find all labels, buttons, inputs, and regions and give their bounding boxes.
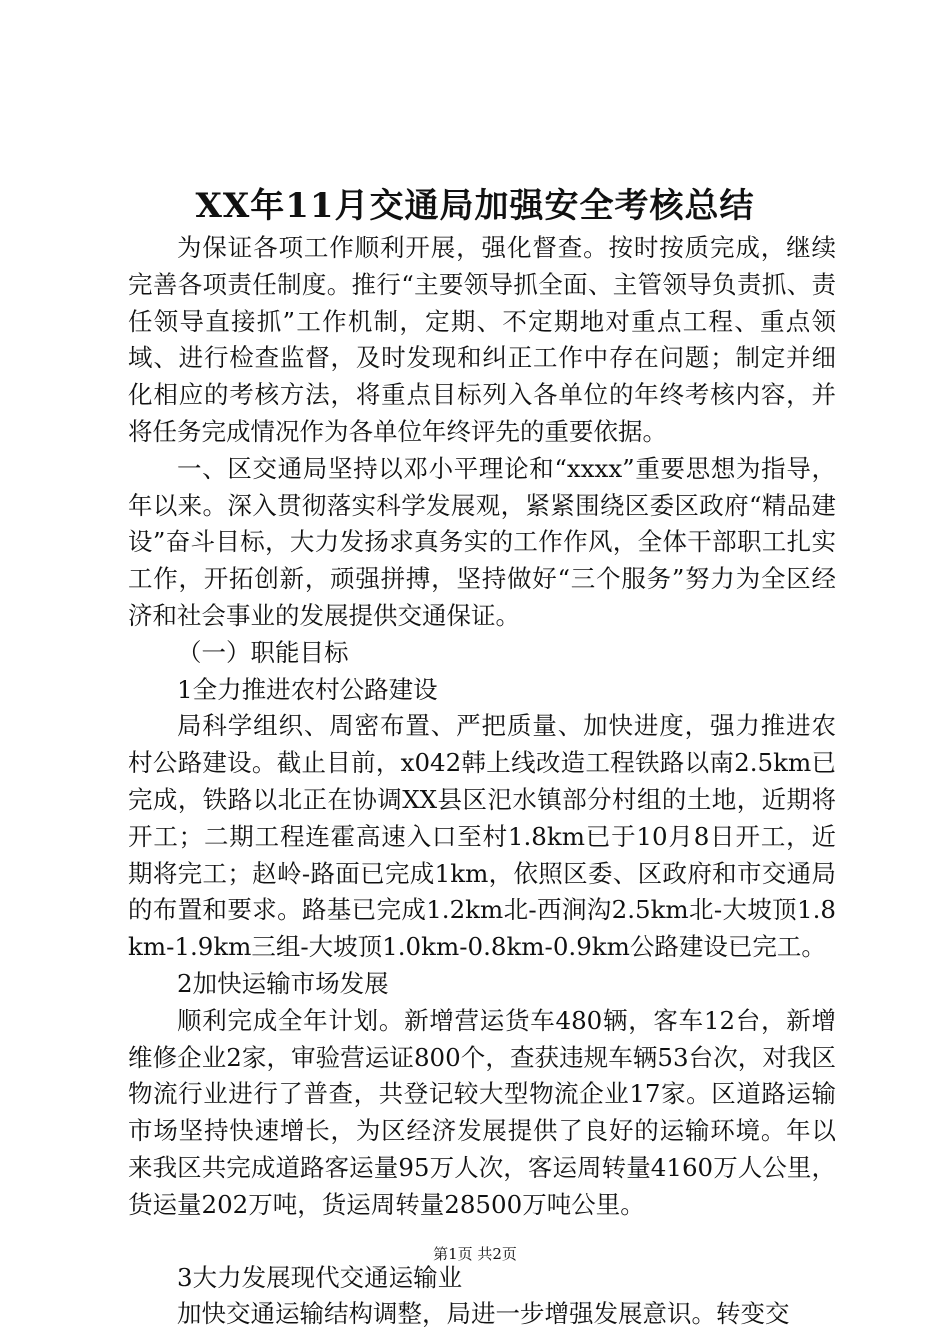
paragraph-transport-market: 顺利完成全年计划。新增营运货车480辆，客车12台，新增维修企业2家，审验营运证800个，查获违规车辆53台次，对我区物流行业进行了普查，共登记较大型物流企业17家。区道路运输市场坚持快速增长，为区经济发展提供了良好的运输环境。年以来我区共完成道路客运量95万人次，客运周转量4160万人公里，货运量202万吨，货运周转量28500万吨公里。 (128, 1005, 836, 1219)
document-body (128, 230, 836, 1333)
page-title: XX年11月交通局加强安全考核总结 (195, 186, 755, 226)
paragraph-rural-roads: 局科学组织、周密布置、严把质量、加快进度，强力推进农村公路建设。截止目前，x042韩上线改造工程铁路以南2.5km已完成，铁路以北正在协调XX县区汜水镇部分村组的土地，近期将开工；二期工程连霍高速入口至村1.8km已于10月8日开工，近期将完工；赵岭-路面已完成1km，依照区委、区政府和市交通局的布置和要求。路基已完成1.2km北-西涧沟2.5km北-大坡顶1.8km-1.9km三组-大坡顶1.0km-0.8km-0.9km公路建设已完工。 (128, 711, 836, 962)
page-number-footer: 第1页 共2页 (433, 1245, 517, 1263)
paragraph-modern-transport: 加快交通运输结构调整，局进一步增强发展意识。转变交 (177, 1299, 790, 1329)
heading-functional-goals: （一）职能目标 (177, 637, 349, 667)
heading-rural-roads: 1全力推进农村公路建设 (177, 674, 438, 704)
paragraph-intro: 为保证各项工作顺利开展，强化督查。按时按质完成，继续完善各项责任制度。推行“主要领导抓全面、主管领导负责抓、责任领导直接抓”工作机制，定期、不定期地对重点工程、重点领域、进行检查监督，及时发现和纠正工作中存在问题；制定并细化相应的考核方法，将重点目标列入各单位的年终考核内容，并将任务完成情况作为各单位年终评先的重要依据。 (128, 233, 836, 446)
heading-transport-market: 2加快运输市场发展 (177, 968, 389, 998)
heading-modern-transport: 3大力发展现代交通运输业 (177, 1262, 463, 1292)
paragraph-section-one: 一、区交通局坚持以邓小平理论和“xxxx”重要思想为指导，年以来。深入贯彻落实科学发展观，紧紧围绕区委区政府“精品建设”奋斗目标，大力发扬求真务实的工作作风，全体干部职工扎实工作，开拓创新，顽强拼搏，坚持做好“三个服务”努力为全区经济和社会事业的发展提供交通保证。 (128, 453, 836, 630)
